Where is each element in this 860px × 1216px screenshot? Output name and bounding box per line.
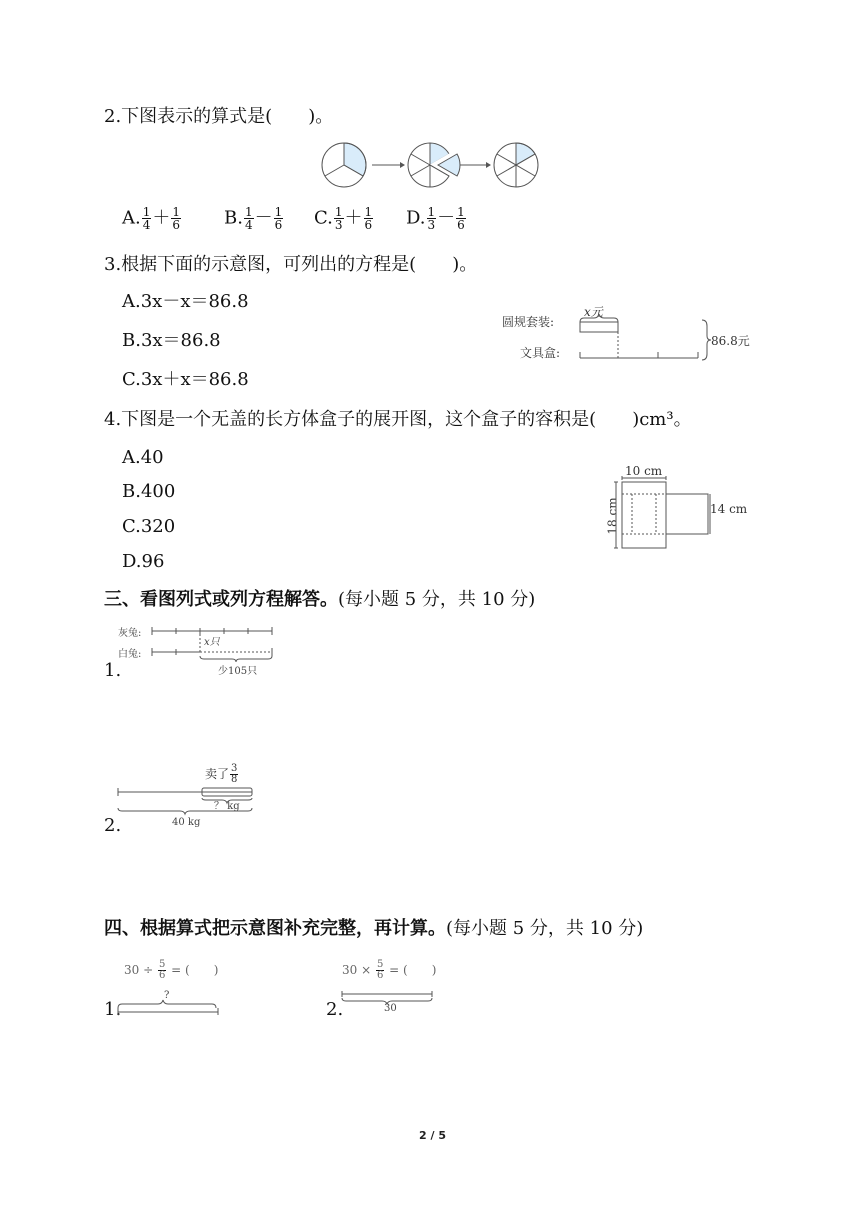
s3-p2-number: 2.: [104, 815, 122, 836]
q4-label-18cm: 18 cm: [605, 497, 620, 535]
s4-p2-segment-diagram: [338, 990, 438, 1006]
q3-stem: 3.根据下面的示意图，可列出的方程是( )。: [104, 254, 478, 275]
section-4-heading: 四、根据算式把示意图补充完整，再计算。(每小题 5 分，共 10 分): [104, 918, 644, 939]
q3-option-b[interactable]: B.3x＝86.8: [122, 330, 221, 351]
q3-label-pencilbox: 文具盒:: [520, 346, 561, 360]
q2-option-b[interactable]: B. $\frac{1}{4}$ － $\frac{1}{6}$: [224, 205, 283, 232]
s4-p2-number: 2.: [326, 999, 344, 1020]
q4-label-14cm: 14 cm: [710, 502, 748, 516]
q3-label-compass: 圆规套装:: [502, 315, 555, 329]
s3-p2-total: 40 kg: [172, 817, 201, 828]
q3-label-total: 86.8元: [711, 334, 750, 348]
q4-option-d[interactable]: D.96: [122, 551, 165, 572]
pie-sixths: [494, 143, 538, 187]
pie-sixths-split: [408, 143, 460, 187]
q4-label-10cm: 10 cm: [625, 464, 663, 478]
section-3-heading: 三、看图列式或列方程解答。(每小题 5 分，共 10 分): [104, 589, 536, 610]
q2-pie-diagram: [318, 140, 542, 192]
s3-p1-number: 1.: [104, 660, 122, 681]
s3-p1-label-var: x只: [204, 637, 220, 648]
q3-segment-diagram: [574, 312, 714, 362]
s3-p1-label-gray: 灰兔:: [118, 628, 142, 639]
q3-option-a[interactable]: A.3x－x＝86.8: [122, 291, 249, 312]
q4-net-diagram: [612, 474, 716, 550]
q4-option-a[interactable]: A.40: [122, 447, 164, 468]
arrow-2: [460, 162, 491, 168]
s3-p1-label-white: 白兔:: [118, 649, 142, 660]
s4-p1-number: 1.: [104, 999, 122, 1020]
s3-p1-label-diff: 少105只: [218, 666, 258, 677]
q2-option-c[interactable]: C. $\frac{1}{3}$ ＋ $\frac{1}{6}$: [314, 205, 373, 232]
q3-option-c[interactable]: C.3x＋x＝86.8: [122, 369, 249, 390]
s4-p1-label: ?: [164, 990, 170, 1001]
s3-p2-unknown: ？ kg: [214, 801, 240, 812]
s3-p1-segment-diagram: [148, 624, 278, 664]
s4-p2-expression: 30 × $\frac{5}{6}$ = ( ): [342, 959, 437, 981]
s4-p1-expression: 30 ÷ $\frac{5}{6}$ = ( ): [124, 959, 219, 981]
q4-option-b[interactable]: B.400: [122, 481, 176, 502]
q3-label-var: x元: [584, 305, 603, 319]
q2-stem: 2.下图表示的算式是( )。: [104, 106, 334, 127]
pie-thirds: [322, 143, 366, 187]
s3-p2-segment-diagram: [114, 782, 258, 818]
page-number: 2 / 5: [419, 1129, 446, 1142]
s4-p1-segment-diagram: [114, 998, 222, 1018]
q4-stem: 4.下图是一个无盖的长方体盒子的展开图，这个盒子的容积是( )cm³。: [104, 409, 692, 430]
arrow-1: [372, 162, 405, 168]
q2-option-a[interactable]: A. $\frac{1}{4}$ ＋ $\frac{1}{6}$: [122, 205, 181, 232]
s3-p2-sold: 卖了 $\frac{3}{8}$: [205, 763, 238, 785]
q4-option-c[interactable]: C.320: [122, 516, 176, 537]
q2-option-d[interactable]: D. $\frac{1}{3}$ － $\frac{1}{6}$: [406, 205, 465, 232]
s4-p2-label: 30: [384, 1003, 397, 1014]
